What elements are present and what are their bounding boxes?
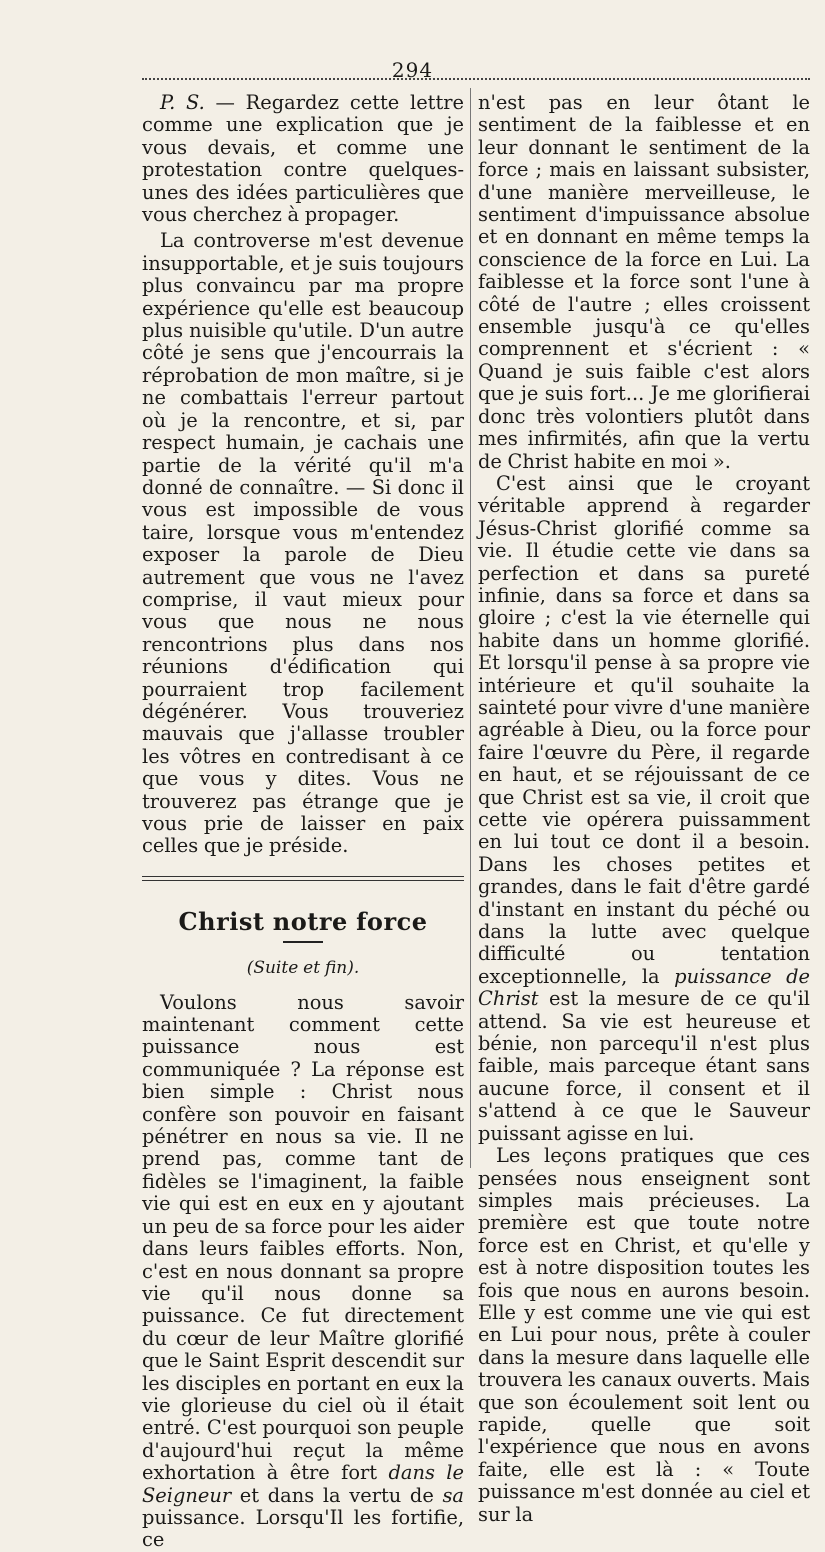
section-divider	[142, 876, 464, 881]
article-paragraph	[142, 992, 464, 1552]
article-subtitle: (Suite et fin).	[246, 958, 360, 979]
article-text-part: et dans la vertu de	[231, 1483, 443, 1507]
right-column	[478, 92, 810, 1526]
title-dash	[283, 941, 323, 943]
article-paragraph	[478, 473, 810, 1145]
article-text-part: est la mesure de ce qu'il attend. Sa vie est heureuse et bénie, non parcequ'il n'est plus faible, mais parceque étant sans aucune force, il consent et il s'attend à ce que le Sauveur puissant agisse en lui.	[478, 987, 810, 1145]
article-title: Christ notre force	[178, 906, 428, 936]
article-paragraph: Les leçons pratiques que ces pensées nous enseignent sont simples mais précieuses. La première est que toute notre force est en Christ, et qu'elle y est à notre disposition toutes les fois que nous en aurons besoin. Elle y est comme une vie qui est en Lui pour nous, prête à couler dans la mesure dans laquelle elle trouvera les canaux ouverts. Mais que son écoulement soit lent ou rapide, quelle que soit l'expérience que nous en avons faite, elle est là : « Toute puissance m'est donnée au ciel et sur la	[478, 1144, 810, 1526]
letter-paragraph: La controverse m'est devenue insupportable, et je suis toujours plus convaincu par ma propre expérience qu'elle est beaucoup plus nuisible qu'utile. D'un autre côté je sens que j'encourrais la réprobation de mon maître, si je ne combattais l'erreur partout où je la rencontre, et si, par respect humain, je cachais une partie de la vérité qu'il m'a donné de connaître. — Si donc il vous est impossible de vous taire, lorsque vous m'entendez exposer la parole de Dieu autrement que vous ne l'avez comprise, il vaut mieux pour vous que nous ne nous rencontrions plus dans nos réunions d'édification qui pourraient trop facilement dégénérer. Vous trouveriez mauvais que j'allasse troubler les vôtres en contredisant à ce que vous y dites. Vous ne trouverez pas étrange que je vous prie de laisser en paix celles que je préside.	[142, 229, 464, 858]
page-number: 294	[391, 58, 434, 82]
article-text-part: Voulons nous savoir maintenant comment cette puissance nous est communiquée ? La réponse est bien simple : Christ nous confère son pouvoir en faisant pénétrer en nous sa vie. Il ne prend pas, comme tant de fidèles se l'imaginent, la faible vie qui est en eux en y ajoutant un peu de sa force pour les aider dans leurs faibles efforts. Non, c'est en nous donnant sa propre vie qu'il nous donne sa puissance. Ce fut directement du cœur de leur Maître glorifié que le Saint Esprit descendit sur les disciples en portant en eux la vie glorieuse du ciel où il était entré. C'est pourquoi son peuple d'aujourd'hui reçut la même exhortation à être fort	[142, 990, 464, 1485]
postscript-label: P. S.	[160, 91, 205, 114]
continued-paragraph: n'est pas en leur ôtant le sentiment de la faiblesse et en leur donnant le sentiment de la force ; mais en laissant subsister, d'une manière merveilleuse, le sentiment d'impuissance absolue et en donnant en même temps la conscience de la force en Lui. La faiblesse et la force sont l'une à côté de l'autre ; elles croissent ensemble jusqu'à ce qu'elles comprennent et s'écrient : « Quand je suis faible c'est alors que je suis fort... Je me glorifierai donc très volontiers plutôt dans mes infirmités, afin que la vertu de Christ habite en moi ».	[478, 91, 810, 473]
postscript-paragraph	[142, 92, 464, 226]
emphasis-text: puissance de Christ	[478, 964, 810, 1011]
header-rule	[142, 78, 810, 80]
emphasis-text: dans le Seigneur	[142, 1461, 464, 1507]
emphasis-text: sa	[442, 1483, 464, 1507]
postscript-text: — Regardez cette lettre comme une explication que je vous devais, et comme une protestation contre quelques-unes des idées particulières que vous cherchez à propager.	[142, 91, 465, 227]
article-text-part: puissance. Lorsqu'Il les fortifie, ce	[142, 1505, 464, 1552]
left-column	[142, 92, 464, 1552]
article-text-part: C'est ainsi que le croyant véritable apprend à regarder Jésus-Christ glorifié comme sa vie. Il étudie cette vie dans sa perfection et dans sa pureté infinie, dans sa force et dans sa gloire ; c'est la vie éternelle qui habite dans un homme glorifié. Et lorsqu'il pense à sa propre vie intérieure et qu'il souhaite la sainteté pour vivre d'une manière agréable à Dieu, ou la force pour faire l'œuvre du Père, il regarde en haut, et se réjouissant de ce que Christ est sa vie, il croit que cette vie opérera puissamment en lui tout ce dont il a besoin. Dans les choses petites et grandes, dans le fait d'être gardé d'instant en instant du péché ou dans la lutte avec quelque difficulté ou tentation exceptionnelle, la	[478, 471, 810, 988]
column-divider	[470, 88, 471, 1168]
